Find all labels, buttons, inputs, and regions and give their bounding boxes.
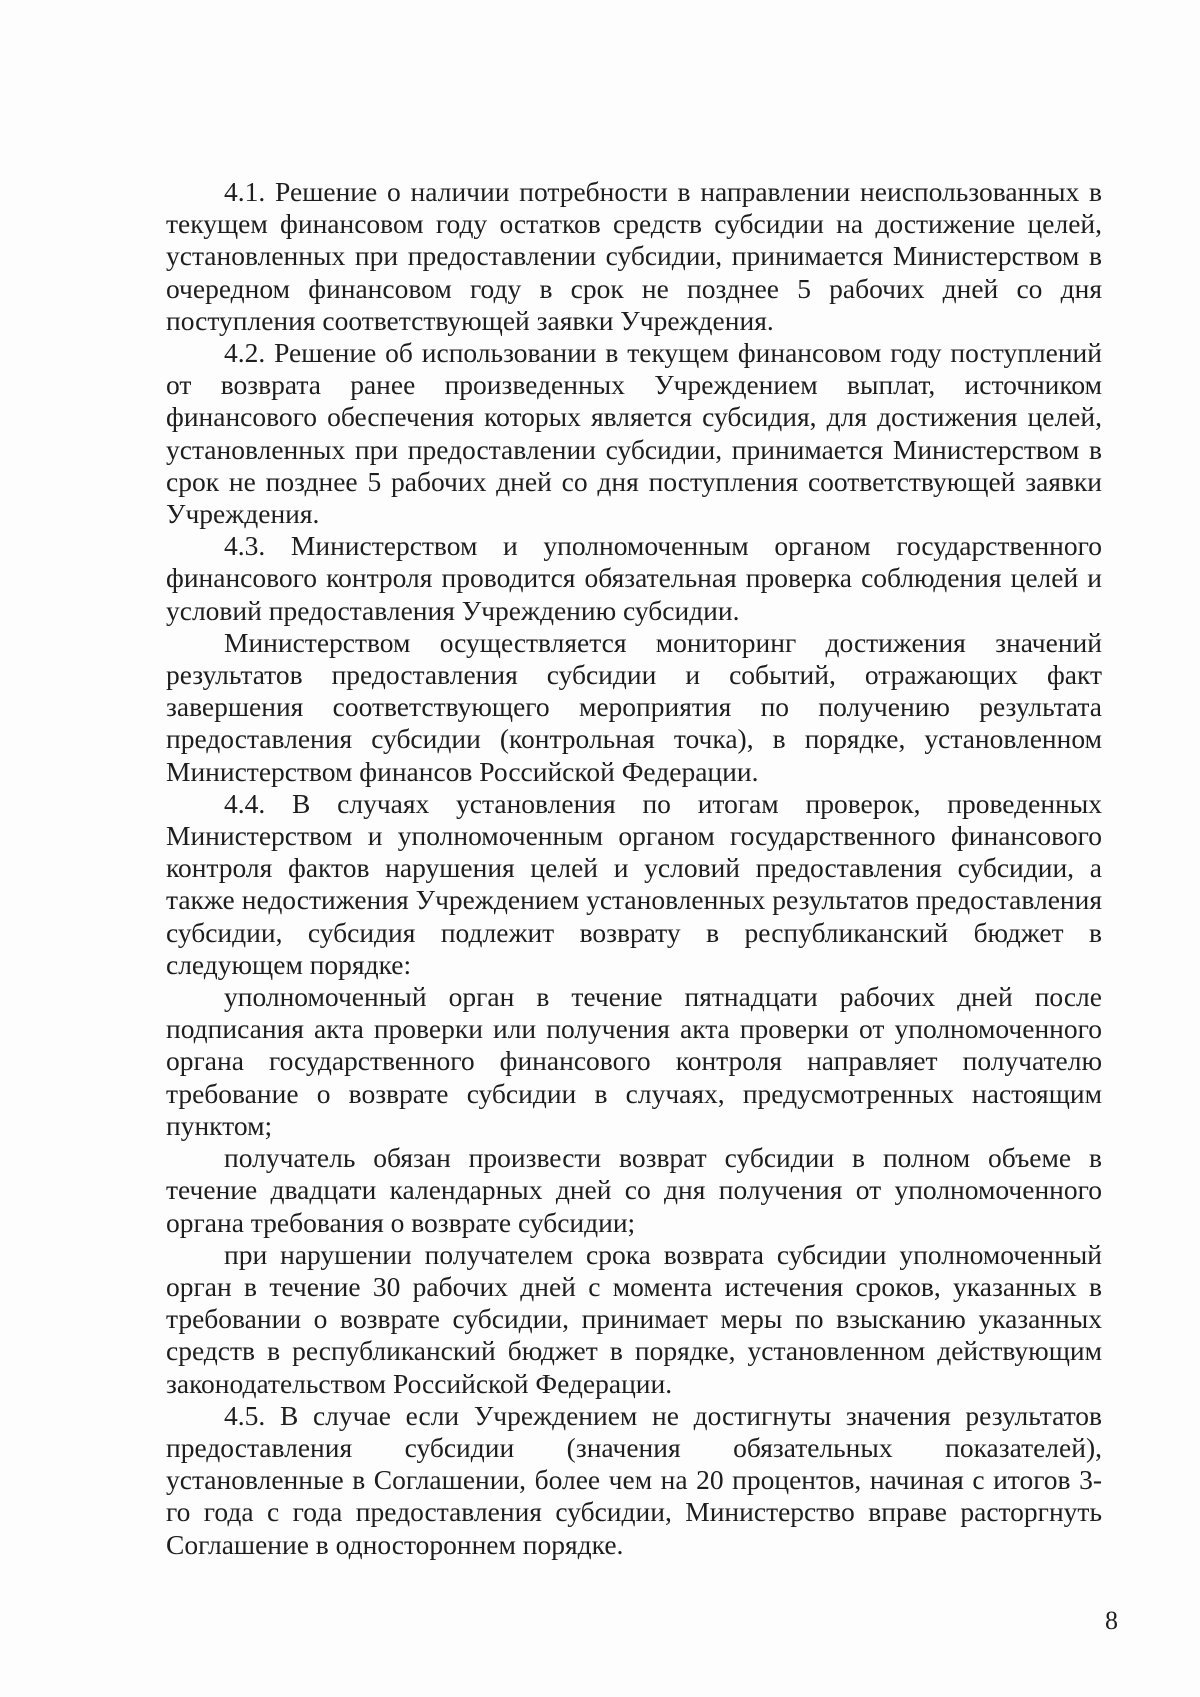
document-body	[166, 176, 1102, 1561]
paragraph-4-2: 4.2. Решение об использовании в текущем финансовом году поступлений от возврата ранее произведенных Учреждением выплат, источником финансового обеспечения которых является субсидия, для достижения целей, установленных при предоставлении субсидии, принимается Министерством в срок не позднее 5 рабочих дней со дня поступления соответствующей заявки Учреждения.	[166, 337, 1102, 530]
paragraph-recipient-obligation: получатель обязан произвести возврат субсидии в полном объеме в течение двадцати календарных дней со дня получения от уполномоченного органа требования о возврате субсидии;	[166, 1142, 1102, 1238]
page-number: 8	[1105, 1606, 1118, 1635]
paragraph-4-3: 4.3. Министерством и уполномоченным органом государственного финансового контроля проводится обязательная проверка соблюдения целей и условий предоставления Учреждению субсидии.	[166, 530, 1102, 626]
paragraph-violation-term: при нарушении получателем срока возврата субсидии уполномоченный орган в течение 30 рабочих дней с момента истечения сроков, указанных в требовании о возврате субсидии, принимает меры по взысканию указанных средств в республиканский бюджет в порядке, установленном действующим законодательством Российской Федерации.	[166, 1238, 1102, 1399]
paragraph-4-1: 4.1. Решение о наличии потребности в направлении неиспользованных в текущем финансовом году остатков средств субсидии на достижение целей, установленных при предоставлении субсидии, принимается Министерством в очередном финансовом году в срок не позднее 5 рабочих дней со дня поступления соответствующей заявки Учреждения.	[166, 176, 1102, 336]
paragraph-monitoring: Министерством осуществляется мониторинг достижения значений результатов предоставления субсидии и событий, отражающих факт завершения соответствующего мероприятия по получению результата предоставления субсидии (контрольная точка), в порядке, установленном Министерством финансов Российской Федерации.	[166, 626, 1102, 787]
paragraph-authorized-body: уполномоченный орган в течение пятнадцати рабочих дней после подписания акта проверки или получения акта проверки от уполномоченного органа государственного финансового контроля направляет получателю требование о возврате субсидии в случаях, предусмотренных настоящим пунктом;	[166, 981, 1102, 1141]
paragraph-4-4: 4.4. В случаях установления по итогам проверок, проведенных Министерством и уполномоченным органом государственного финансового контроля фактов нарушения целей и условий предоставления субсидии, а также недостижения Учреждением установленных результатов предоставления субсидии, субсидия подлежит возврату в республиканский бюджет в следующем порядке:	[166, 787, 1102, 980]
paragraph-4-5: 4.5. В случае если Учреждением не достигнуты значения результатов предоставления субсидии (значения обязательных показателей), установленные в Соглашении, более чем на 20 процентов, начиная с итогов 3-го года с года предоставления субсидии, Министерство вправе расторгнуть Соглашение в одностороннем порядке.	[166, 1399, 1102, 1560]
